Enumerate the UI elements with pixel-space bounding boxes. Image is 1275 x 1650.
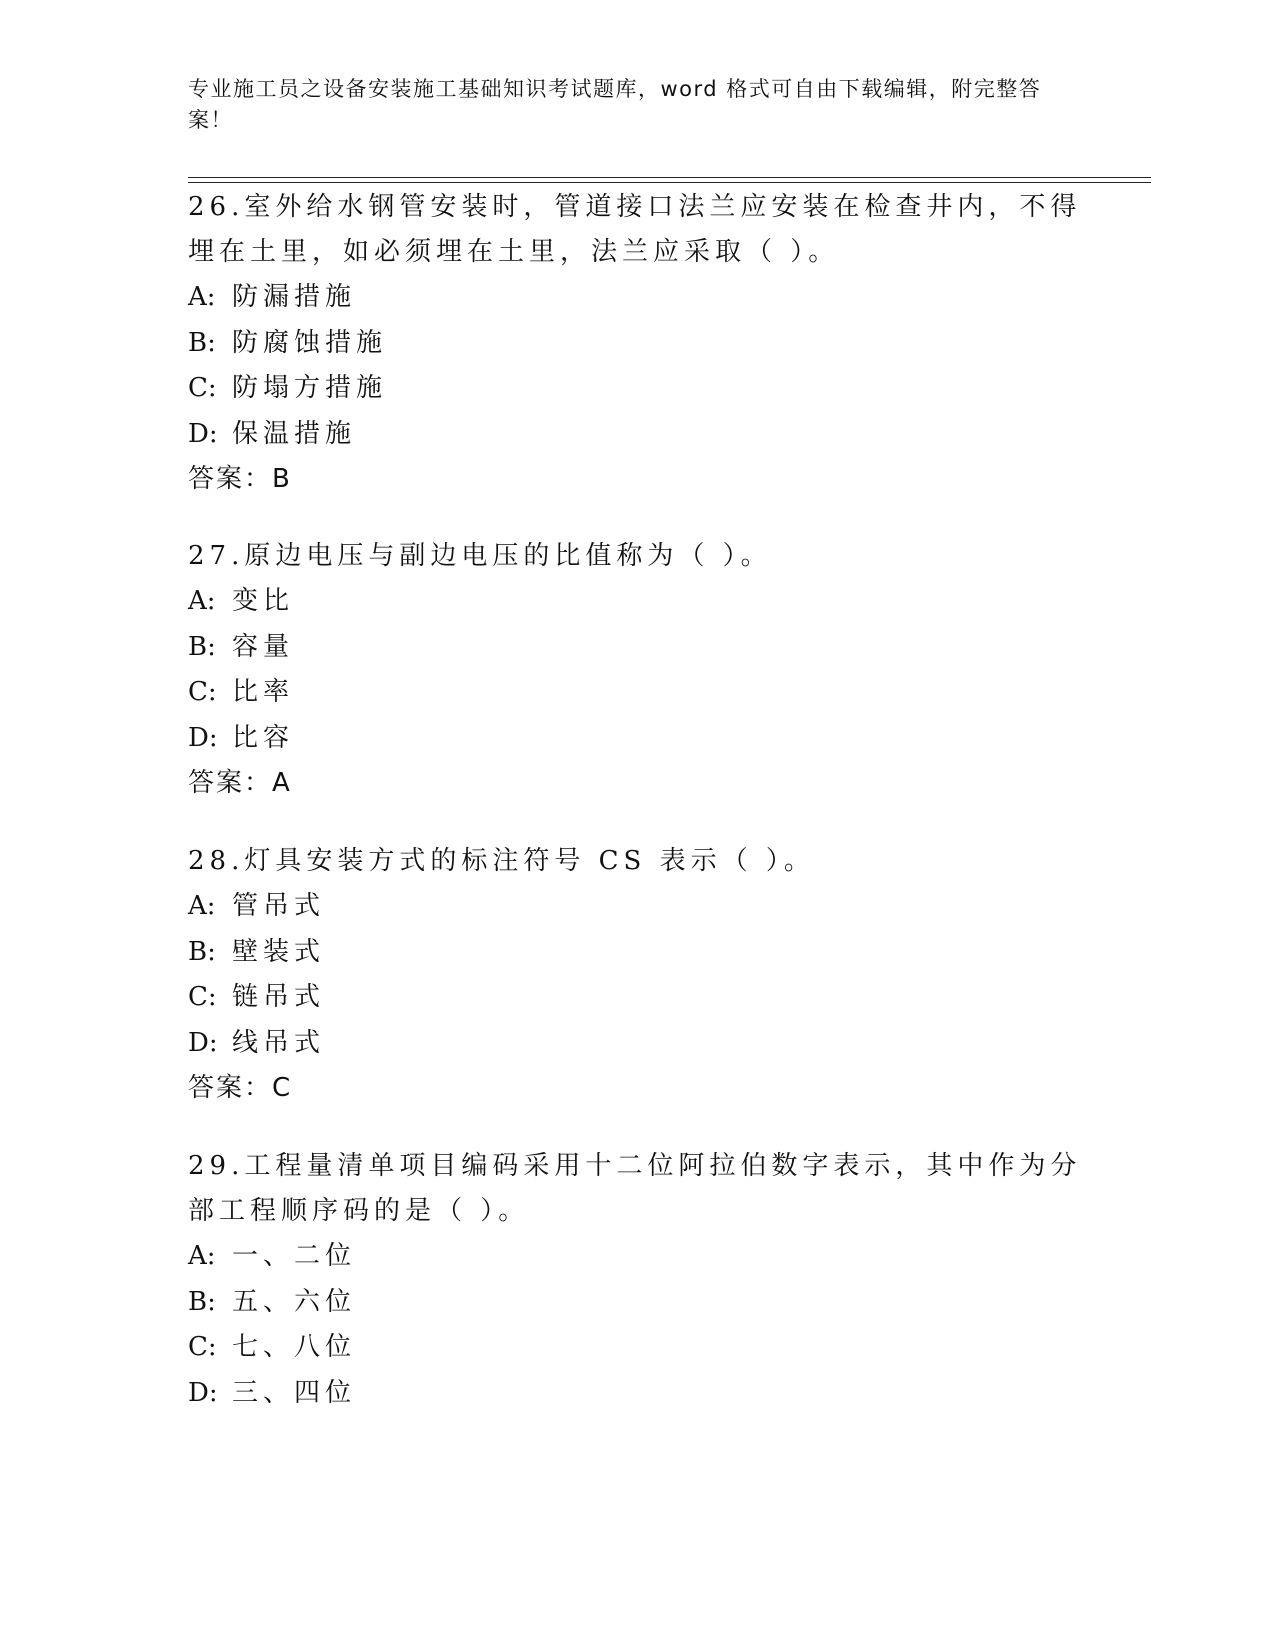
option-letter: B:: [188, 631, 216, 662]
option-a: [188, 275, 1088, 321]
header-rule-bottom: [188, 182, 1151, 183]
option-text: 一、二位: [232, 1241, 357, 1271]
option-c: [188, 670, 1088, 716]
question-28: [188, 839, 1088, 1111]
option-c: [188, 1325, 1088, 1371]
option-c: [188, 975, 1088, 1021]
option-b: [188, 930, 1088, 976]
option-text: 线吊式: [232, 1027, 326, 1058]
question-stem: 29.工程量清单项目编码采用十二位阿拉伯数字表示，其中作为分部工程顺序码的是（ ）。: [188, 1151, 1082, 1226]
answer-line: 答案：A: [188, 768, 292, 798]
option-text: 链吊式: [232, 982, 326, 1012]
option-text: 五、六位: [232, 1286, 357, 1317]
header-rule-top: [188, 177, 1151, 178]
option-letter: C:: [188, 982, 217, 1012]
option-d: [188, 1371, 1088, 1417]
option-letter: A:: [188, 891, 216, 921]
option-letter: D:: [188, 722, 218, 753]
option-letter: D:: [188, 418, 218, 449]
option-letter: A:: [188, 586, 216, 616]
option-d: [188, 1021, 1088, 1067]
option-a: [188, 579, 1088, 625]
option-letter: A:: [188, 282, 216, 312]
option-text: 比率: [232, 677, 295, 707]
option-b: [188, 321, 1088, 367]
option-d: [188, 716, 1088, 762]
option-c: [188, 366, 1088, 412]
option-text: 壁装式: [232, 936, 326, 967]
answer-line: 答案：B: [188, 464, 292, 494]
answer-line: 答案：C: [188, 1073, 293, 1103]
question-stem: 26.室外给水钢管安装时，管道接口法兰应安装在检查井内，不得埋在土里，如必须埋在土里，法兰应采取（ ）。: [188, 192, 1082, 267]
option-letter: C:: [188, 373, 217, 403]
option-text: 管吊式: [232, 891, 326, 921]
option-text: 防漏措施: [232, 282, 357, 312]
question-stem: 28.灯具安装方式的标注符号 CS 表示（ ）。: [188, 846, 815, 876]
option-letter: D:: [188, 1027, 218, 1058]
option-b: [188, 1280, 1088, 1326]
option-text: 比容: [232, 722, 295, 753]
option-letter: B:: [188, 936, 216, 967]
option-letter: B:: [188, 1286, 216, 1317]
option-letter: B:: [188, 327, 216, 358]
option-letter: C:: [188, 1332, 217, 1362]
option-a: [188, 1234, 1088, 1280]
option-text: 防腐蚀措施: [232, 327, 388, 358]
option-letter: C:: [188, 677, 217, 707]
question-26: [188, 185, 1088, 502]
question-29: [188, 1144, 1088, 1416]
question-stem: 27.原边电压与副边电压的比值称为（ ）。: [188, 541, 772, 571]
option-text: 容量: [232, 631, 295, 662]
option-text: 变比: [232, 586, 295, 616]
option-b: [188, 625, 1088, 671]
option-text: 保温措施: [232, 418, 357, 449]
option-text: 防塌方措施: [232, 373, 388, 403]
option-text: 三、四位: [232, 1377, 357, 1408]
option-letter: A:: [188, 1241, 216, 1271]
option-letter: D:: [188, 1377, 218, 1408]
question-27: [188, 534, 1088, 806]
document-header: 专业施工员之设备安装施工基础知识考试题库，word 格式可自由下载编辑，附完整答案！: [188, 77, 1042, 132]
option-a: [188, 884, 1088, 930]
option-d: [188, 412, 1088, 458]
option-text: 七、八位: [232, 1332, 357, 1362]
